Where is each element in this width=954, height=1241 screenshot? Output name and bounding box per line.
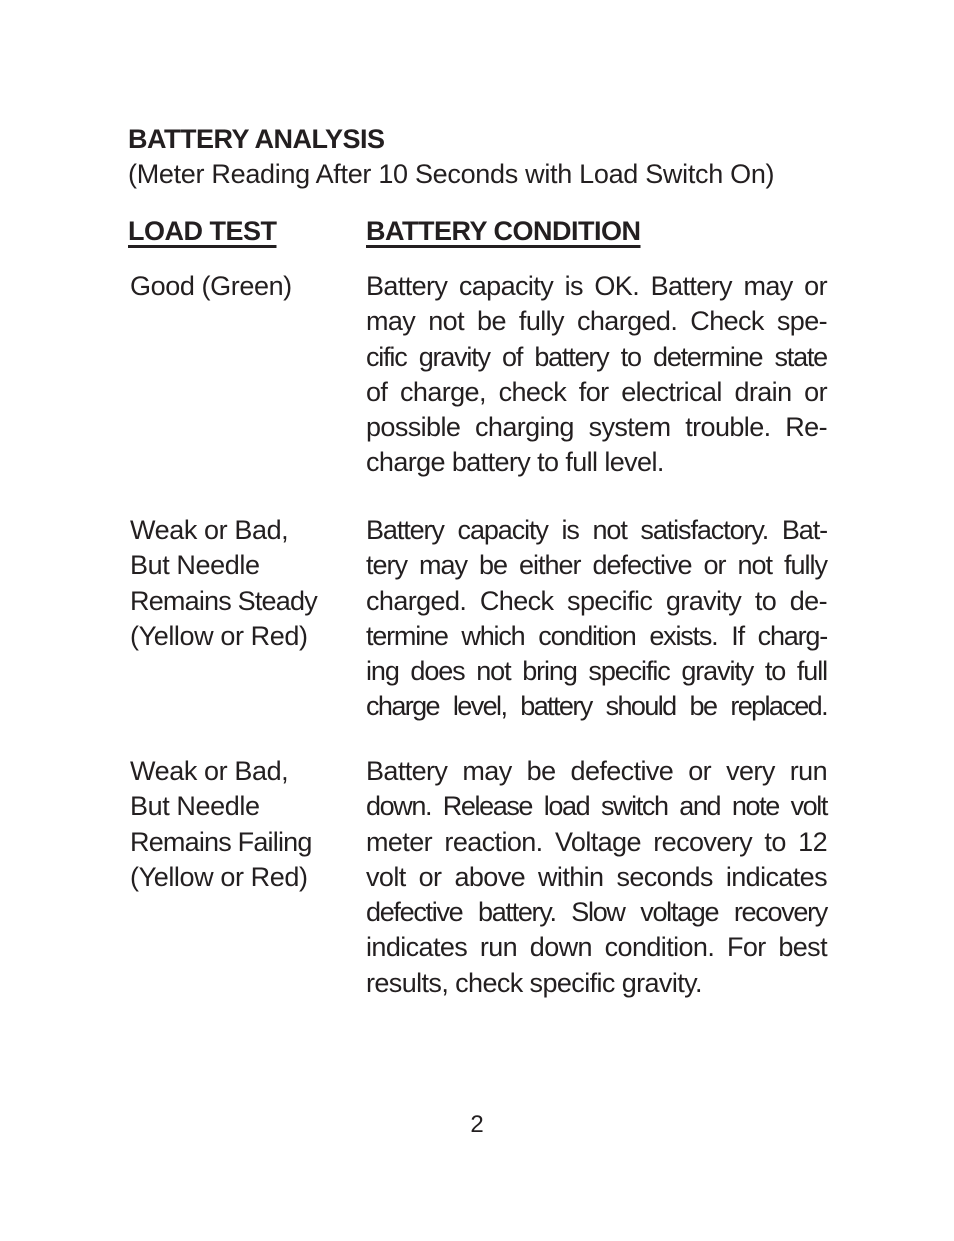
column-header-battery-condition: BATTERY CONDITION (366, 216, 641, 246)
condition-line: may not be fully charged. Check spe- (366, 306, 827, 337)
condition-line: cific gravity of battery to determine state (366, 341, 827, 372)
page-subtitle: (Meter Reading After 10 Seconds with Load Switch On) (128, 159, 775, 189)
condition-line: defective battery. Slow voltage recovery (366, 897, 827, 928)
condition-line: charge battery to full level. (366, 447, 664, 478)
load-test-cell (130, 754, 355, 895)
condition-line: results, check specific gravity. (366, 967, 702, 998)
condition-line: of charge, check for electrical drain or (366, 376, 827, 407)
condition-line: possible charging system trouble. Re- (366, 412, 827, 443)
condition-line: indicates run down condition. For best (366, 932, 827, 963)
load-test-line: Good (Green) (130, 271, 292, 301)
condition-line: down. Release load switch and note volt (366, 791, 827, 822)
load-test-line: Weak or Bad, (130, 756, 289, 786)
load-test-line: Weak or Bad, (130, 515, 289, 545)
load-test-line: But Needle (130, 550, 260, 581)
load-test-cell (130, 269, 355, 304)
page-title: BATTERY ANALYSIS (128, 124, 385, 154)
condition-line: ing does not bring specific gravity to full (366, 656, 827, 687)
load-test-line: (Yellow or Red) (130, 861, 308, 892)
column-header-load-test: LOAD TEST (128, 216, 277, 246)
condition-line: charge level, battery should be replaced. (366, 691, 827, 722)
load-test-cell (130, 513, 355, 654)
load-test-line: (Yellow or Red) (130, 620, 308, 651)
condition-line: Battery capacity is not satisfactory. Bat- (366, 515, 827, 545)
condition-line: Battery may be defective or very run (366, 756, 827, 786)
battery-condition-cell (366, 513, 827, 725)
battery-condition-cell (366, 754, 827, 1001)
condition-line: meter reaction. Voltage recovery to 12 (366, 826, 827, 857)
condition-line: tery may be either defective or not fully (366, 550, 827, 581)
battery-condition-cell (366, 269, 827, 481)
condition-line: volt or above within seconds indicates (366, 861, 827, 892)
load-test-line: Remains Failing (130, 826, 312, 857)
condition-line: charged. Check specific gravity to de- (366, 585, 827, 616)
condition-line: termine which condition exists. If charg- (366, 620, 827, 651)
load-test-line: But Needle (130, 791, 260, 822)
load-test-line: Remains Steady (130, 585, 317, 616)
page-number: 2 (470, 1111, 484, 1138)
condition-line: Battery capacity is OK. Battery may or (366, 271, 827, 301)
